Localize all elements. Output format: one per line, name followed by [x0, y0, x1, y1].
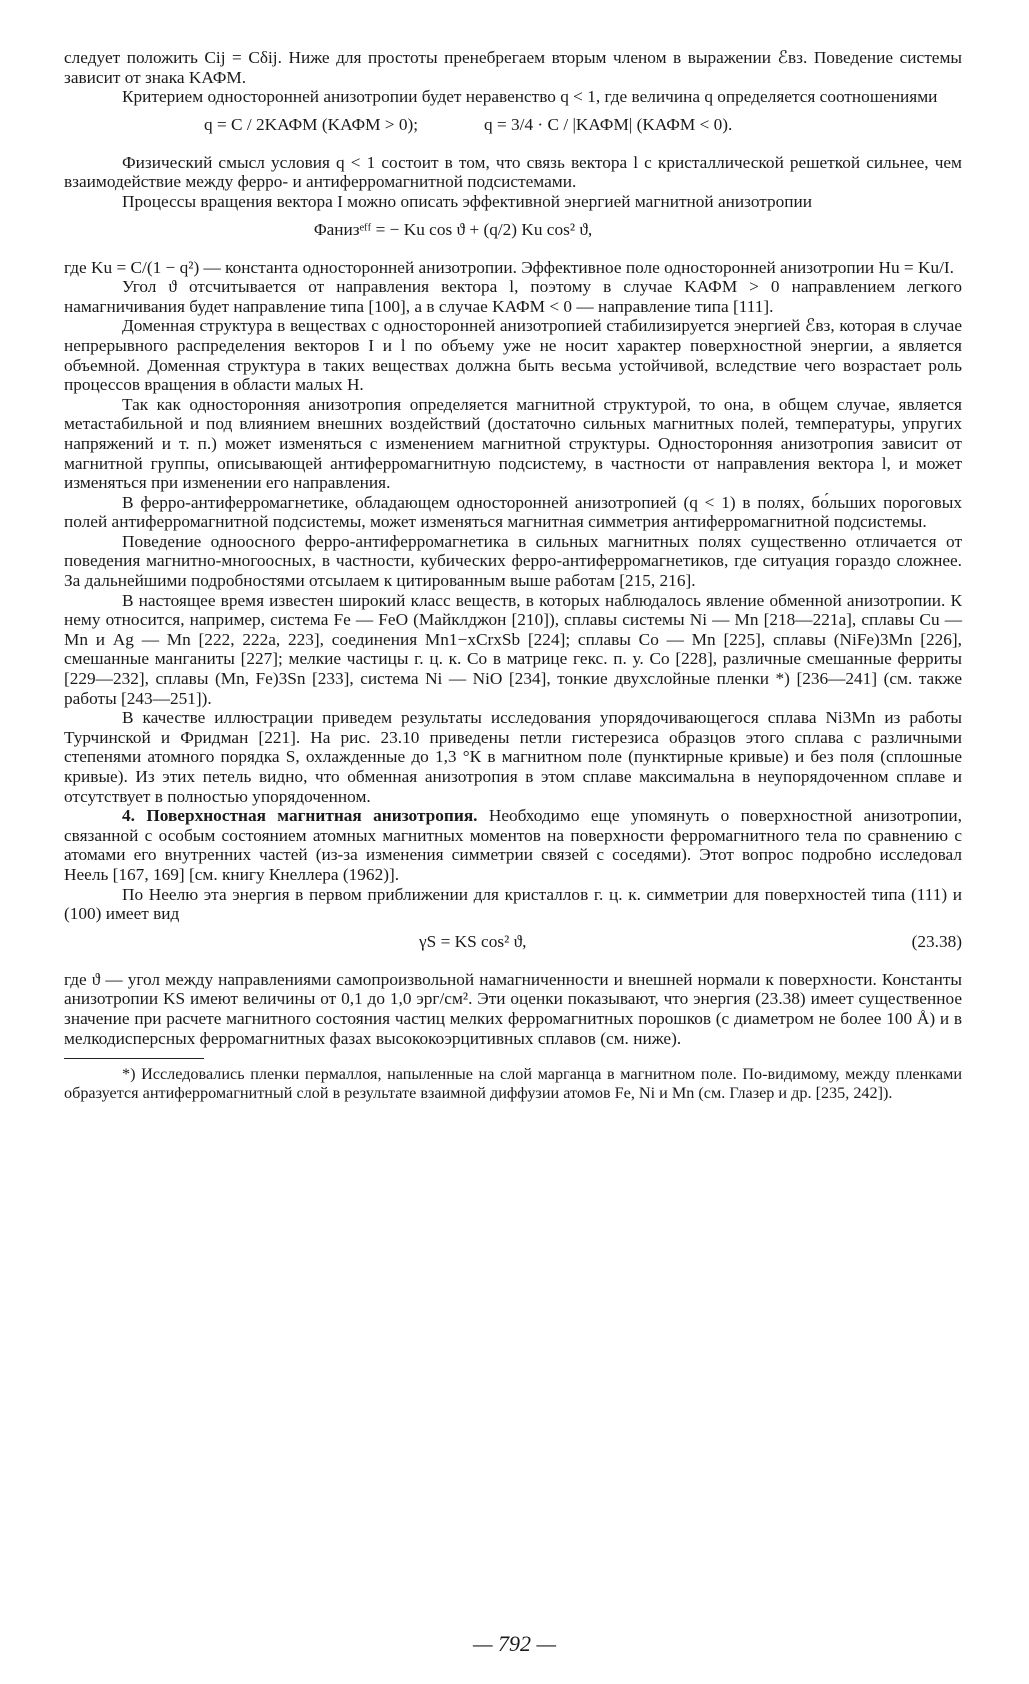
equation-number: (23.38): [911, 931, 962, 951]
paragraph: Физический смысл условия q < 1 состоит в том, что связь вектора l с кристаллической решеткой сильнее, чем взаимодействие между ферро- и антиферромагнитной подсистемами.: [64, 152, 962, 192]
paragraph: Доменная структура в веществах с односторонней анизотропией стабилизируется энергией ℰвз, которая в случае непрерывного распределения векторов I и l по объему уже не носит характер поверхностной энергии, а является объемной. Доменная структура в таких веществах должна быть весьма устойчивой, вследствие чего возрастает роль процессов вращения в области малых H.: [64, 316, 962, 395]
section-heading: 4. Поверхностная магнитная анизотропия.: [122, 806, 478, 826]
paragraph: Критерием односторонней анизотропии будет неравенство q < 1, где величина q определяется соотношениями: [122, 87, 938, 107]
equation-part: q = C / 2KАФМ (KАФМ > 0);: [204, 114, 419, 134]
paragraph: Угол ϑ отсчитывается от направления вектора l, поэтому в случае KАФМ > 0 направлением легкого намагничивания будет направление типа [100], а в случае KАФМ < 0 — направление типа [111].: [64, 277, 962, 316]
paragraph: следует положить Cij = Cδij. Ниже для простоты пренебрегаем вторым членом в выражении ℰвз. Поведение системы зависит от знака KАФМ.: [64, 48, 962, 87]
equation-part: γS = KS cos² ϑ,: [419, 931, 527, 951]
paragraph: По Неелю эта энергия в первом приближении для кристаллов г. ц. к. симметрии для поверхностей типа (111) и (100) имеет вид: [64, 884, 962, 924]
equation-phi: [64, 212, 962, 258]
paragraph: В качестве иллюстрации приведем результаты исследования упорядочивающегося сплава Ni3Mn из работы Турчинской и Фридман [221]. На рис. 23.10 приведены петли гистерезиса образцов этого сплава с различными степенями атомного порядка S, охлажденные до 1,3 °К в магнитном поле (пунктирные кривые) и без поля (сплошные кривые). Из этих петель видно, что обменная анизотропия в этом сплаве максимальна в неупорядоченном сплаве и отсутствует в полностью упорядоченном.: [64, 708, 962, 806]
equation-q: [64, 107, 962, 153]
paragraph: где Ku = C/(1 − q²) — константа односторонней анизотропии. Эффективное поле односторонней анизотропии Hu = Ku/I.: [64, 257, 954, 277]
footnote-separator: [64, 1058, 204, 1059]
paragraph: В ферро-антиферромагнетике, обладающем односторонней анизотропией (q < 1) в полях, бо́льших пороговых полей антиферромагнитной подсистемы, может изменяться магнитная симметрия антиферромагнитной подсистемы.: [64, 492, 962, 532]
footnote: [64, 1065, 962, 1102]
equation-part: q = 3/4 · C / |KАФМ| (KАФМ < 0).: [484, 114, 733, 134]
paragraph: В настоящее время известен широкий класс веществ, в которых наблюдалось явление обменной анизотропии. К нему относится, например, система Fe — FeO (Майклджон [210]), сплавы системы Ni — Mn [218—221а], сплавы Cu — Mn и Ag — Mn [222, 222а, 223], соединения Mn1−xCrxSb [224]; сплавы Co — Mn [225], сплавы (NiFe)3Mn [226], смешанные манганиты [227]; мелкие частицы г. ц. к. Co в матрице гекс. п. у. Co [228], различные смешанные ферриты [229—232], сплавы (Mn, Fe)3Sn [233], система Ni — NiO [234], тонкие двухслойные пленки *) [236—241] (см. также работы [243—251]).: [64, 590, 962, 708]
footnote-text: *) Исследовались пленки пермаллоя, напыленные на слой марганца в магнитном поле. По-видимому, между пленками образуется антиферромагнитный слой в результате взаимной диффузии атомов Fe, Ni и Mn (см. Глазер и др. [235, 242]).: [64, 1065, 962, 1102]
paragraph: Процессы вращения вектора I можно описать эффективной энергией магнитной анизотропии: [122, 191, 813, 211]
paragraph-text: Необходимо еще упомянуть о поверхностной анизотропии, связанной с особым состоянием атомных магнитных моментов на поверхности ферромагнитного тела по сравнению с атомами его внутренних частей (из-за изменения симметрии связей с соседями). Этот вопрос подробно исследовал Неель [167, 169] [см. книгу Кнеллера (1962)].: [64, 806, 962, 884]
page-body: [64, 48, 962, 1102]
paragraph: Поведение одноосного ферро-антиферромагнетика в сильных магнитных полях существенно отличается от поведения магнитно-многоосных, в частности, кубических ферро-антиферромагнетиков, где ситуация гораздо сложнее. За дальнейшими подробностями отсылаем к цитированным выше работам [215, 216].: [64, 531, 962, 591]
equation-gamma: [64, 924, 962, 970]
paragraph: где ϑ — угол между направлениями самопроизвольной намагниченности и внешней нормали к поверхности. Константы анизотропии KS имеют величины от 0,1 до 1,0 эрг/см². Эти оценки показывают, что энергия (23.38) имеет существенное значение при расчете магнитного состояния частиц мелких ферромагнитных порошков (с диаметром не более 100 Å) и в мелкодисперсных ферромагнитных фазах высококоэрцитивных сплавов (см. ниже).: [64, 969, 962, 1048]
page-number: — 792 —: [472, 1631, 557, 1656]
equation-part: Φанизᵉᶠᶠ = − Ku cos ϑ + (q/2) Ku cos² ϑ,: [314, 219, 593, 239]
paragraph: [64, 806, 962, 884]
paragraph: Так как односторонняя анизотропия определяется магнитной структурой, то она, в общем случае, является метастабильной и под влиянием внешних воздействий (достаточно сильных магнитных полей, температуры, упругих напряжений и т. п.) может изменяться с изменением магнитной структуры. Односторонняя анизотропия зависит от магнитной группы, описывающей антиферромагнитную подсистему, в частности от направления вектора l, и может изменяться при изменении его направления.: [64, 394, 962, 493]
